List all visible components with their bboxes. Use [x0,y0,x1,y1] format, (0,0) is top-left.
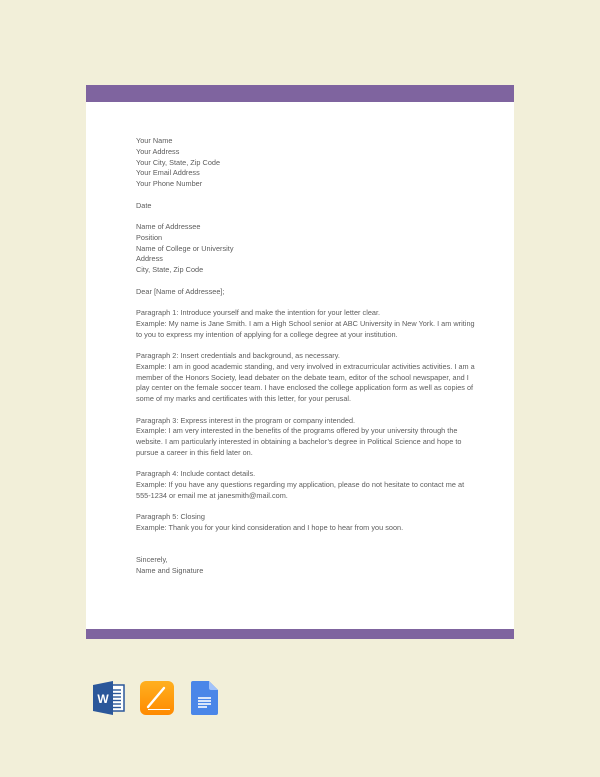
paragraph-line: 555-1234 or email me at janesmith@mail.com. [136,490,288,500]
paragraph-4 [136,469,466,501]
paragraph-line: Example: I am very interested in the benefits of the programs offered by your university through the [136,426,458,436]
recipient-block [136,222,466,276]
header-band [86,85,514,102]
sender-email: Your Email Address [136,168,200,178]
paragraph-line: pursue a career in this field later on. [136,447,253,457]
sender-city: Your City, State, Zip Code [136,157,221,167]
paragraph-line: website. I am particularly interested in obtaining a bachelor’s degree in Political Science and hope to [136,437,462,446]
paragraph-line: play center on the female soccer team. I have enclosed the college application form as well as copies of [136,383,474,393]
closing-block [136,555,466,577]
paragraph-3 [136,416,466,459]
sender-address: Your Address [136,146,180,156]
apple-pages-icon[interactable] [140,681,174,715]
sender-phone: Your Phone Number [136,179,203,188]
sender-name: Your Name [136,136,173,145]
google-docs-icon[interactable] [188,681,222,715]
paragraph-1 [136,308,475,340]
date: Date [136,200,152,210]
paragraph-line: Example: If you have any questions regarding my application, please do not hesitate to contact me at [136,480,465,489]
paragraph-line: some of my marks and certificates with this letter, for your perusal. [136,394,352,403]
format-icons [92,681,222,715]
closing: Sincerely, [136,555,168,565]
recipient-city: City, State, Zip Code [136,265,204,274]
paragraph-heading: Paragraph 1: Introduce yourself and make the intention for your letter clear. [136,308,381,317]
signature: Name and Signature [136,566,204,575]
paragraph-line: Example: Thank you for your kind consideration and I hope to hear from you soon. [136,523,404,532]
recipient-name: Name of Addressee [136,222,201,231]
sender-block [136,136,466,190]
recipient-address: Address [136,254,163,264]
date-block [136,201,466,212]
letter-body [136,136,475,588]
recipient-position: Position [136,232,163,242]
paragraph-line: to you to express my intention of applying for a college degree at your institution. [136,329,398,339]
paragraph-line: Example: My name is Jane Smith. I am a High School senior at ABC University in New York. I am writing [136,318,475,328]
svg-text:W: W [97,692,109,706]
footer-band [86,629,514,639]
paragraph-heading: Paragraph 3: Express interest in the program or company intended. [136,415,356,425]
paragraph-line: Example: I am in good academic standing, and very involved in extracurricular activities activities. I am a [136,361,475,371]
microsoft-word-icon[interactable] [92,681,126,715]
paragraph-heading: Paragraph 4: Include contact details. [136,469,256,479]
paragraph-2 [136,351,475,405]
paragraph-heading: Paragraph 5: Closing [136,512,205,522]
paragraph-5 [136,512,466,534]
salutation: Dear [Name of Addressee]; [136,286,225,296]
paragraph-line: member of the Honors Society, lead debater on the debate team, editor of the school newspaper, and I [136,372,469,382]
recipient-college: Name of College or University [136,243,234,253]
paragraph-heading: Paragraph 2: Insert credentials and background, as necessary. [136,351,340,360]
letter-page [86,85,514,639]
salutation-block [136,287,466,298]
